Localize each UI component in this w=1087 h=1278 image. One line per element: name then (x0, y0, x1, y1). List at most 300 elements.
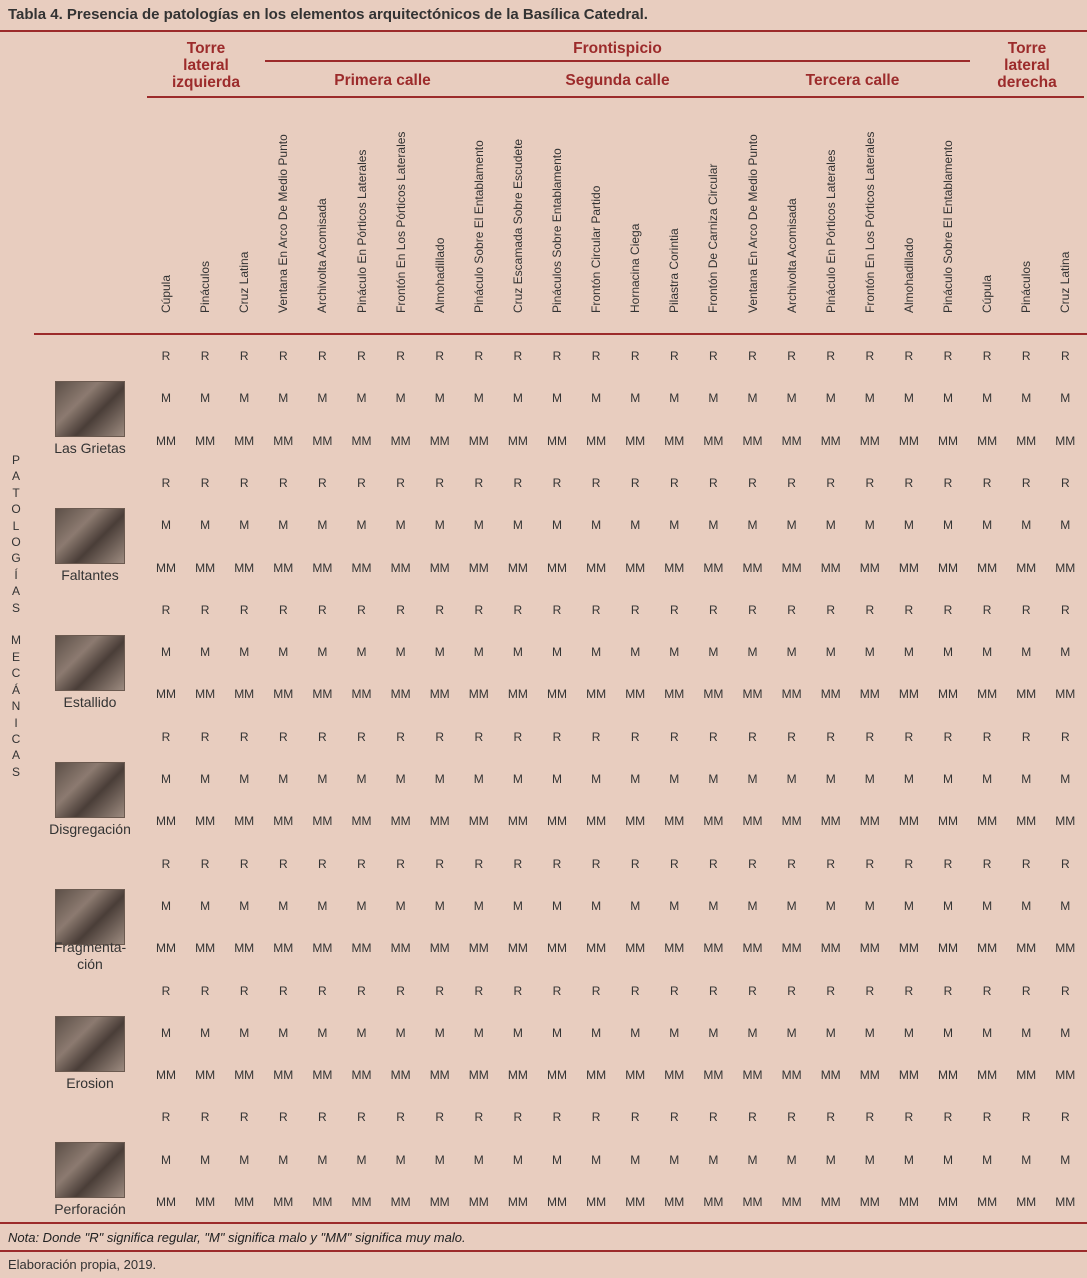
table-cell: M (630, 772, 641, 786)
table-cell: M (552, 1152, 562, 1167)
table-cell: M (825, 518, 836, 533)
missing-piece-photo (55, 508, 125, 564)
table-cell: MM (977, 941, 998, 956)
table-cell: MM (781, 687, 802, 702)
table-cell: R (1021, 856, 1031, 871)
table-cell: M (669, 518, 680, 533)
table-cell: MM (586, 941, 607, 956)
side-label-letter: I (14, 715, 18, 730)
table-cell: M (356, 898, 367, 913)
table-cell: M (669, 898, 680, 913)
table-cell: M (982, 1025, 993, 1040)
table-cell: M (278, 391, 289, 406)
table-cell: MM (507, 941, 528, 956)
table-cell: M (747, 518, 758, 533)
column-header-label: Pináculo En Pórticos Laterales (823, 149, 838, 313)
table-cell: MM (195, 560, 216, 575)
table-cell: M (864, 518, 875, 533)
table-cell: MM (742, 560, 763, 575)
table-cell: R (239, 1110, 249, 1125)
table-cell: R (904, 475, 914, 490)
table-cell: R (318, 856, 327, 871)
table-cell: R (591, 856, 601, 871)
side-label-letter: O (11, 502, 21, 517)
table-cell: MM (468, 941, 489, 956)
table-cell: MM (1055, 1195, 1076, 1209)
table-cell: M (864, 1025, 875, 1040)
table-cell: R (239, 856, 249, 871)
table-cell: R (396, 602, 405, 617)
table-cell: M (512, 645, 523, 660)
table-cell: MM (390, 433, 411, 448)
table-cell: M (278, 772, 289, 786)
table-cell: R (591, 602, 601, 617)
table-cell: MM (273, 1195, 294, 1209)
table-cell: M (903, 1025, 914, 1040)
table-cell: MM (1016, 560, 1037, 575)
pathology-label: Disgregación (49, 820, 131, 837)
column-header-label: Pináculo En Pórticos Laterales (354, 149, 369, 313)
table-cell: MM (429, 560, 450, 575)
table-cell: R (904, 983, 914, 998)
table-cell: R (239, 475, 249, 490)
table-cell: M (552, 1025, 562, 1040)
group-primera-calle: Primera calle (334, 72, 431, 89)
table-cell: R (943, 856, 953, 871)
column-header (467, 97, 491, 327)
header-bottom-rule (34, 333, 1087, 335)
table-cell: M (473, 518, 484, 533)
table-cell: R (904, 602, 914, 617)
table-cell: MM (664, 560, 685, 575)
table-cell: M (630, 518, 641, 533)
table-cell: M (903, 391, 914, 406)
table-cell: R (904, 349, 914, 363)
column-header (780, 97, 804, 327)
table-cell: R (396, 349, 405, 363)
table-cell: M (200, 645, 211, 660)
top-rule (0, 30, 1087, 32)
table-cell: R (1060, 349, 1070, 363)
table-cell: M (512, 391, 523, 406)
table-cell: M (825, 1152, 836, 1167)
table-cell: M (239, 772, 250, 786)
table-cell: M (395, 1152, 406, 1167)
column-header-label: Frontón Circular Partido (589, 185, 604, 313)
table-cell: MM (468, 433, 489, 448)
column-header-label: Pináculo Sobre El Entablamento (471, 140, 486, 313)
table-cell: MM (1055, 433, 1076, 448)
table-cell: M (747, 1025, 758, 1040)
table-cell: MM (351, 687, 372, 702)
table-cell: M (747, 645, 758, 660)
table-cell: R (318, 475, 327, 490)
side-label-letter: A (11, 748, 20, 763)
column-header-label: Frontón En Los Pórticos Laterales (393, 131, 408, 313)
column-header-label: Pináculos Sobre Entablamento (550, 148, 564, 313)
table-cell: MM (195, 433, 216, 448)
table-cell: M (708, 391, 719, 406)
table-cell: M (473, 1025, 484, 1040)
table-cell: MM (156, 941, 176, 956)
table-cell: R (513, 729, 523, 744)
table-cell: M (1060, 1152, 1071, 1167)
crack-photo (55, 381, 125, 437)
table-cell: M (512, 1025, 523, 1040)
table-cell: R (943, 1110, 953, 1125)
table-cell: M (982, 391, 993, 406)
table-cell: M (200, 1025, 211, 1040)
table-cell: M (200, 391, 211, 406)
table-cell: M (434, 772, 445, 786)
table-cell: M (512, 772, 523, 786)
table-cell: MM (703, 433, 724, 448)
side-label-letter: G (11, 551, 21, 566)
table-cell: MM (625, 814, 646, 829)
table-cell: R (982, 349, 992, 363)
table-cell: MM (977, 433, 998, 448)
table-cell: MM (1055, 687, 1076, 702)
table-cell: MM (468, 814, 489, 829)
table-cell: M (630, 645, 641, 660)
table-cell: MM (1016, 941, 1037, 956)
table-cell: R (239, 349, 249, 363)
table-cell: M (864, 772, 875, 786)
table-cell: R (709, 349, 718, 363)
table-cell: M (552, 391, 562, 406)
table-cell: M (1021, 391, 1032, 406)
table-cell: MM (703, 560, 724, 575)
table-cell: MM (156, 687, 176, 702)
table-cell: MM (429, 814, 450, 829)
table-cell: MM (507, 433, 528, 448)
table-cell: R (200, 602, 210, 617)
table-cell: MM (312, 687, 333, 702)
table-cell: MM (234, 433, 255, 448)
table-cell: M (278, 1152, 289, 1167)
table-cell: R (161, 349, 171, 363)
table-cell: R (396, 983, 405, 998)
table-cell: M (982, 772, 993, 786)
table-cell: R (200, 729, 210, 744)
table-cell: R (669, 475, 679, 490)
table-cell: R (826, 349, 836, 363)
burst-photo (55, 635, 125, 691)
table-cell: M (1060, 391, 1071, 406)
table-cell: R (669, 602, 679, 617)
table-cell: R (435, 856, 445, 871)
table-cell: MM (1055, 941, 1076, 956)
table-cell: MM (586, 687, 607, 702)
table-cell: MM (547, 941, 567, 956)
table-cell: M (1060, 898, 1071, 913)
column-header (701, 97, 725, 327)
table-cell: M (943, 1025, 953, 1040)
table-cell: M (943, 391, 953, 406)
side-label-letter: S (11, 764, 20, 779)
table-cell: R (1060, 983, 1070, 998)
table-cell: MM (234, 560, 255, 575)
table-cell: R (161, 475, 171, 490)
table-cell: MM (742, 433, 763, 448)
table-cell: M (552, 518, 562, 533)
table-cell: MM (273, 433, 294, 448)
table-cell: MM (625, 560, 646, 575)
column-header (819, 97, 843, 327)
table-cell: MM (898, 1195, 919, 1209)
table-cell: R (865, 1110, 875, 1125)
table-cell: M (239, 1152, 250, 1167)
table-cell: MM (195, 687, 216, 702)
table-cell: R (278, 983, 288, 998)
table-cell: M (708, 518, 719, 533)
table-cell: R (474, 349, 484, 363)
table-cell: R (552, 856, 562, 871)
table-cell: MM (664, 814, 685, 829)
table-cell: R (630, 602, 640, 617)
table-cell: R (161, 983, 171, 998)
table-cell: M (825, 772, 836, 786)
table-cell: MM (977, 560, 998, 575)
table-cell: R (630, 349, 640, 363)
table-cell: R (552, 602, 562, 617)
table-cell: MM (664, 687, 685, 702)
table-cell: R (709, 475, 718, 490)
fragmentation-photo (55, 889, 125, 945)
column-header-label: Almohadillado (901, 237, 916, 313)
table-cell: M (434, 1025, 445, 1040)
pathology-label: Las Grietas (54, 440, 126, 456)
table-cell: M (239, 518, 250, 533)
table-cell: MM (547, 1195, 567, 1209)
table-cell: R (943, 475, 953, 490)
table-cell: R (513, 349, 523, 363)
table-cell: R (357, 1110, 366, 1125)
table-cell: M (903, 772, 914, 786)
table-cell: M (395, 898, 406, 913)
table-cell: R (278, 475, 288, 490)
column-header (975, 97, 999, 327)
table-cell: MM (351, 1068, 372, 1083)
table-cell: MM (1055, 560, 1076, 575)
table-cell: R (982, 729, 992, 744)
table-cell: MM (977, 1068, 998, 1083)
table-cell: M (317, 391, 328, 406)
table-cell: M (239, 898, 250, 913)
table-cell: R (200, 856, 210, 871)
table-cell: M (317, 518, 328, 533)
table-cell: MM (429, 433, 450, 448)
table-cell: MM (898, 560, 919, 575)
table-cell: M (161, 1025, 171, 1040)
table-cell: M (317, 772, 328, 786)
table-cell: MM (547, 433, 567, 448)
side-label-letter: O (11, 535, 21, 550)
table-cell: M (356, 518, 367, 533)
table-cell: M (982, 898, 993, 913)
table-cell: MM (938, 433, 958, 448)
table-cell: R (826, 856, 836, 871)
table-cell: MM (156, 433, 176, 448)
table-cell: R (435, 1110, 445, 1125)
table-cell: R (591, 1110, 601, 1125)
table-cell: MM (429, 687, 450, 702)
table-cell: MM (547, 687, 567, 702)
table-cell: M (630, 898, 641, 913)
table-cell: MM (820, 1195, 841, 1209)
table-cell: MM (859, 814, 880, 829)
column-header (232, 97, 256, 327)
table-cell: MM (742, 941, 763, 956)
table-cell: MM (586, 560, 607, 575)
table-cell: R (826, 1110, 836, 1125)
table-cell: M (317, 1025, 328, 1040)
table-cell: MM (625, 941, 646, 956)
table-cell: MM (312, 560, 333, 575)
table-cell: MM (742, 1195, 763, 1209)
table-cell: M (1060, 645, 1071, 660)
table-cell: M (943, 1152, 953, 1167)
side-label-letter: M (11, 633, 21, 648)
column-header-label: Pináculo Sobre El Entablamento (941, 140, 955, 313)
table-cell: M (356, 645, 367, 660)
table-cell: MM (273, 1068, 294, 1083)
table-cell: R (943, 602, 953, 617)
table-cell: M (630, 1025, 641, 1040)
table-cell: R (943, 983, 953, 998)
table-cell: R (591, 729, 601, 744)
table-cell: R (787, 602, 796, 617)
column-header-label: Hornacina Ciega (628, 223, 643, 313)
table-cell: R (982, 602, 992, 617)
table-note: Nota: Donde "R" significa regular, "M" significa malo y "MM" significa muy malo. (8, 1230, 466, 1245)
table-cell: MM (234, 1068, 255, 1083)
side-label-letter: N (11, 699, 21, 714)
table-cell: M (200, 772, 211, 786)
table-cell: MM (859, 433, 880, 448)
table-cell: R (357, 983, 366, 998)
table-cell: M (982, 518, 993, 533)
table-cell: MM (547, 1068, 567, 1083)
table-cell: M (395, 1025, 406, 1040)
table-cell: MM (742, 1068, 763, 1083)
table-cell: R (278, 856, 288, 871)
table-cell: M (786, 898, 797, 913)
side-label-letter: T (12, 485, 20, 500)
note-bottom-rule (0, 1250, 1087, 1252)
table-cell: R (669, 349, 679, 363)
table-cell: M (552, 772, 562, 786)
column-header (897, 97, 921, 327)
table-cell: M (239, 391, 250, 406)
table-cell: R (552, 983, 562, 998)
table-cell: M (630, 1152, 641, 1167)
table-cell: M (864, 1152, 875, 1167)
table-cell: R (709, 983, 718, 998)
pathology-label: Faltantes (61, 566, 119, 583)
table-cell: R (630, 1110, 640, 1125)
table-cell: R (435, 475, 445, 490)
pathology-label: Fragmenta- ción (53, 938, 127, 972)
table-cell: R (278, 1110, 288, 1125)
table-cell: M (864, 391, 875, 406)
column-header (310, 97, 334, 327)
table-cell: M (278, 898, 289, 913)
table-cell: R (1021, 729, 1031, 744)
table-cell: R (1060, 602, 1070, 617)
table-cell: M (317, 898, 328, 913)
table-cell: M (669, 1152, 680, 1167)
table-cell: M (1060, 772, 1071, 786)
table-cell: M (317, 1152, 328, 1167)
table-cell: M (395, 518, 406, 533)
table-cell: MM (507, 1195, 528, 1209)
table-cell: R (474, 729, 484, 744)
table-cell: M (786, 518, 797, 533)
table-cell: M (356, 1025, 367, 1040)
table-cell: R (1060, 475, 1070, 490)
table-cell: M (356, 1152, 367, 1167)
table-cell: M (903, 645, 914, 660)
table-cell: MM (664, 433, 685, 448)
table-cell: R (357, 856, 366, 871)
table-cell: MM (781, 560, 802, 575)
side-label-letter: C (11, 666, 21, 681)
table-cell: R (787, 349, 796, 363)
table-cell: MM (898, 1068, 919, 1083)
table-cell: MM (586, 814, 607, 829)
table-cell: R (474, 856, 484, 871)
column-header-label: Cúpula (159, 274, 173, 313)
pathology-label: Erosion (66, 1074, 114, 1091)
table-cell: M (1021, 645, 1032, 660)
table-cell: R (787, 729, 796, 744)
table-cell: M (903, 1152, 914, 1167)
table-cell: R (787, 1110, 796, 1125)
table-cell: M (317, 645, 328, 660)
column-header (428, 97, 452, 327)
column-header (545, 97, 569, 327)
table-cell: R (787, 856, 796, 871)
table-cell: MM (312, 814, 333, 829)
table-cell: MM (1055, 814, 1076, 829)
table-cell: M (161, 772, 171, 786)
table-cell: MM (938, 1195, 958, 1209)
table-cell: M (864, 645, 875, 660)
table-cell: R (1021, 475, 1031, 490)
column-header-label: Cruz Latina (237, 251, 252, 313)
table-cell: MM (742, 814, 763, 829)
table-cell: M (473, 645, 484, 660)
table-cell: R (748, 475, 757, 490)
table-cell: R (748, 602, 757, 617)
column-header (271, 97, 295, 327)
table-cell: R (435, 983, 445, 998)
table-cell: MM (820, 1068, 841, 1083)
table-cell: MM (820, 687, 841, 702)
table-cell: MM (468, 1195, 489, 1209)
table-cell: MM (547, 814, 567, 829)
table-cell: MM (351, 560, 372, 575)
table-cell: M (747, 772, 758, 786)
table-cell: R (1060, 856, 1070, 871)
table-cell: R (982, 856, 992, 871)
side-label-letter: P (11, 453, 20, 467)
table-cell: R (748, 729, 757, 744)
table-cell: MM (312, 941, 333, 956)
table-cell: M (669, 391, 680, 406)
table-cell: M (747, 391, 758, 406)
